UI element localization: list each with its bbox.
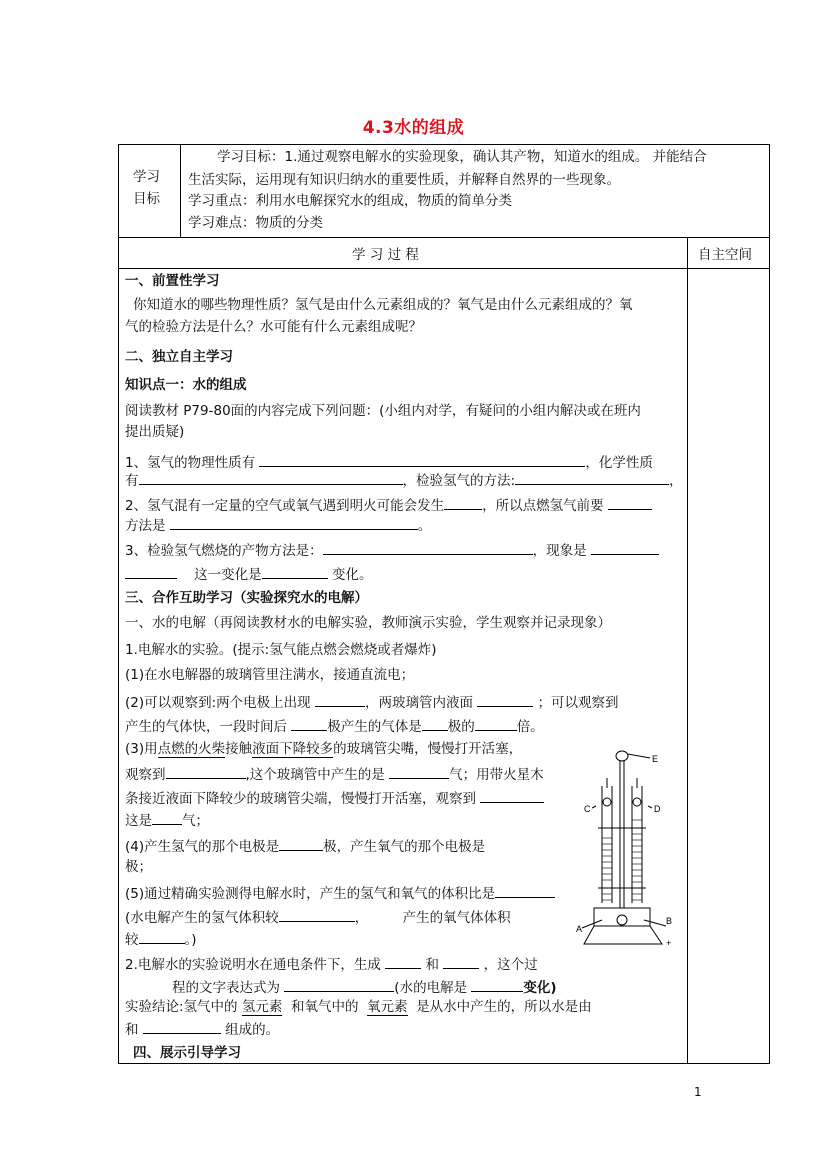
page-number: 1 bbox=[694, 1085, 702, 1099]
blank[interactable] bbox=[477, 692, 533, 707]
goals-line-1: 学习目标：1.通过观察电解水的实验现象，确认其产物，知道水的组成。 并能结合 bbox=[217, 149, 707, 165]
blank[interactable] bbox=[139, 470, 403, 485]
process-header: 学 习 过 程 bbox=[352, 247, 419, 263]
blank[interactable] bbox=[315, 692, 365, 707]
blank[interactable] bbox=[444, 495, 482, 510]
item-3-line-2: 这一变化是 变化。 bbox=[125, 564, 372, 584]
knowledge-point-1: 知识点一：水的组成 bbox=[125, 377, 247, 393]
step-2-line-1: (2)可以观察到:两个电极上出现 ，两玻璃管内液面 ；可以观察到 bbox=[125, 692, 619, 712]
item-1-line-2: 有 ，检验氢气的方法: ， bbox=[125, 470, 683, 490]
step-5-line-2: (水电解产生的氢气体积较 ， 产生的氧气体体积 bbox=[125, 907, 511, 927]
s1-question-1: 你知道水的哪些物理性质？氢气是由什么元素组成的？氧气是由什么元素组成的？氧 bbox=[133, 297, 633, 313]
blank[interactable] bbox=[143, 1019, 221, 1034]
blank[interactable] bbox=[475, 716, 517, 731]
blank[interactable] bbox=[471, 977, 523, 992]
figure-label-a: A bbox=[576, 924, 583, 934]
figure-label-e: E bbox=[652, 754, 659, 764]
conclusion-line-1: 实验结论:氢气中的 氢元素 和氧气中的 氧元素 是从水中产生的，所以水是由 bbox=[125, 999, 592, 1015]
step-3-line-3: 条接近液面下降较少的玻璃管尖端，慢慢打开活塞，观察到 bbox=[125, 788, 544, 808]
blank[interactable] bbox=[259, 452, 585, 467]
s1-question-2: 气的检验方法是什么？水可能有什么元素组成呢？ bbox=[125, 319, 422, 335]
blank[interactable] bbox=[495, 883, 555, 898]
blank[interactable] bbox=[139, 929, 185, 944]
step-3-line-1: (3)用点燃的火柴接触液面下降较多的玻璃管尖嘴，慢慢打开活塞， bbox=[125, 741, 523, 757]
goals-line-2: 生活实际，运用现有知识归纳水的重要性质，并解释自然界的一些现象。 bbox=[188, 172, 620, 188]
goals-label-1: 学习 bbox=[133, 169, 160, 185]
item-3-line-1: 3、检验氢气燃烧的产物方法是： ，现象是 bbox=[125, 540, 659, 560]
section-1-heading: 一、前置性学习 bbox=[125, 273, 220, 289]
section-3-heading: 三、合作互助学习（实验探究水的电解） bbox=[125, 590, 368, 606]
goals-line-3: 学习重点：利用水电解探究水的组成，物质的简单分类 bbox=[188, 193, 512, 209]
blank[interactable] bbox=[284, 977, 394, 992]
blank[interactable] bbox=[385, 954, 421, 969]
page-title: 4.3水的组成 bbox=[362, 118, 465, 138]
blank[interactable] bbox=[515, 470, 669, 485]
blank[interactable] bbox=[170, 515, 418, 530]
experiment-1-title: 1.电解水的实验。(提示:氢气能点燃会燃烧或者爆炸) bbox=[125, 642, 437, 658]
step-5-line-3: 较 。) bbox=[125, 929, 197, 949]
blank[interactable] bbox=[443, 954, 479, 969]
electrolysis-apparatus-figure bbox=[574, 748, 680, 958]
row-divider-2 bbox=[118, 268, 770, 269]
blank[interactable] bbox=[125, 564, 177, 579]
step-2-line-2: 产生的气体快，一段时间后 极产生的气体是 极的 倍。 bbox=[125, 716, 544, 736]
blank[interactable] bbox=[389, 764, 449, 779]
s3-subheading: 一、水的电解（再阅读教材水的电解实验，教师演示实验，学生观察并记录现象） bbox=[125, 615, 611, 631]
figure-label-d: D bbox=[654, 804, 661, 814]
experiment-2-line-1: 2.电解水的实验说明水在通电条件下，生成 和 ，这个过 bbox=[125, 954, 538, 974]
step-4-line-1: (4)产生氢气的那个电极是 极，产生氧气的那个电极是 bbox=[125, 836, 485, 856]
reading-instruction-1: 阅读教材 P79-80面的内容完成下列问题：(小组内对学，有疑问的小组内解决或在班内 bbox=[125, 403, 641, 419]
blank[interactable] bbox=[291, 716, 327, 731]
blank[interactable] bbox=[166, 764, 246, 779]
item-2-line-1: 2、氢气混有一定量的空气或氧气遇到明火可能会发生 ，所以点燃氢气前要 bbox=[125, 495, 652, 515]
space-column-divider bbox=[687, 237, 688, 1064]
blank[interactable] bbox=[608, 495, 652, 510]
step-1: (1)在水电解器的玻璃管里注满水，接通直流电； bbox=[125, 667, 415, 683]
row-divider-1 bbox=[118, 237, 770, 238]
step-5-line-1: (5)通过精确实验测得电解水时，产生的氢气和氧气的体积比是 bbox=[125, 883, 555, 903]
step-3-line-2: 观察到 ,这个玻璃管中产生的是 气；用带火星木 bbox=[125, 764, 544, 784]
goals-label-2: 目标 bbox=[133, 191, 160, 207]
item-1-line-1: 1、氢气的物理性质有 ，化学性质 bbox=[125, 452, 653, 472]
blank[interactable] bbox=[262, 564, 328, 579]
reading-instruction-2: 提出质疑) bbox=[125, 424, 185, 440]
experiment-2-line-2: 程的文字表达式为 (水的电解是 变化) bbox=[172, 977, 557, 997]
section-4-heading: 四、展示引导学习 bbox=[133, 1045, 241, 1061]
blank[interactable] bbox=[152, 810, 182, 825]
blank[interactable] bbox=[591, 540, 659, 555]
blank[interactable] bbox=[323, 540, 533, 555]
step-4-line-2: 极； bbox=[125, 859, 152, 875]
conclusion-line-2: 和 组成的。 bbox=[125, 1019, 279, 1039]
step-3-line-4: 这是 气； bbox=[125, 810, 209, 830]
blank[interactable] bbox=[422, 716, 448, 731]
blank[interactable] bbox=[480, 788, 544, 803]
item-2-line-2: 方法是 。 bbox=[125, 515, 431, 535]
goals-line-4: 学习难点：物质的分类 bbox=[188, 215, 323, 231]
figure-label-plus: + bbox=[666, 938, 672, 948]
blank[interactable] bbox=[279, 836, 323, 851]
figure-label-c: C bbox=[584, 804, 591, 814]
blank[interactable] bbox=[279, 907, 355, 922]
space-header: 自主空间 bbox=[698, 247, 752, 263]
goals-divider bbox=[180, 144, 181, 237]
section-2-heading: 二、独立自主学习 bbox=[125, 349, 233, 365]
figure-label-b: B bbox=[666, 916, 673, 926]
